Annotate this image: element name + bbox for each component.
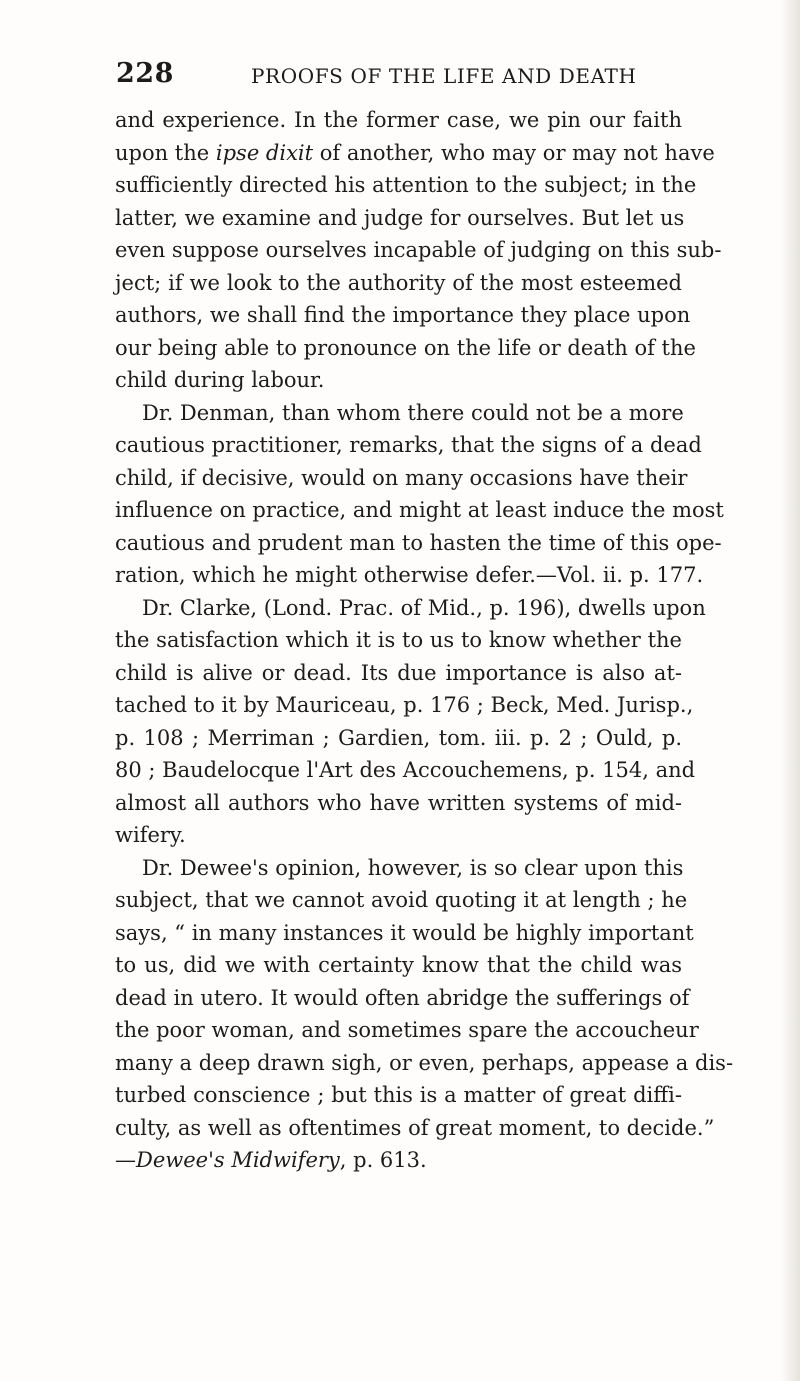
text-line: the poor woman, and sometimes spare the accoucheur xyxy=(115,1018,699,1042)
text-line: latter, we examine and judge for ourselves. But let us xyxy=(115,205,685,230)
text-line: subject, that we cannot avoid quoting it at length ; he xyxy=(115,888,688,912)
text-line: dead in utero. It would often abridge the sufferings of xyxy=(115,985,690,1010)
text-line: authors, we shall find the importance they place upon xyxy=(115,303,691,327)
text-span: of another, who may or may not have xyxy=(313,140,715,165)
text-line: Dr. Dewee's opinion, however, is so clear upon this xyxy=(142,855,684,880)
text-line: to us, did we with certainty know that the child was xyxy=(115,953,682,977)
text-line: 80 ; Baudelocque l'Art des Accouchemens, p. 154, and xyxy=(115,758,696,782)
text-line: cautious and prudent man to hasten the time of this ope- xyxy=(115,530,722,555)
paragraph-2 xyxy=(115,397,724,592)
text-line xyxy=(115,137,715,170)
text-line: tached to it by Mauriceau, p. 176 ; Beck, Med. Jurisp., xyxy=(115,693,694,717)
text-line: ject; if we look to the authority of the most esteemed xyxy=(115,270,682,295)
page-header xyxy=(116,58,676,94)
text-line: Dr. Denman, than whom there could not be a more xyxy=(142,400,684,425)
text-line: almost all authors who have written systems of mid- xyxy=(115,790,682,815)
text-line: Dr. Clarke, (Lond. Prac. of Mid., p. 196), dwells upon xyxy=(142,595,706,620)
text-line: child, if decisive, would on many occasions have their xyxy=(115,465,688,490)
text-span: upon the xyxy=(115,140,216,165)
text-line: sufficiently directed his attention to the subject; in the xyxy=(115,173,697,197)
running-title: PROOFS OF THE LIFE AND DEATH xyxy=(251,64,637,88)
paragraph-3 xyxy=(115,592,706,852)
text-line: the satisfaction which it is to us to know whether the xyxy=(115,628,682,652)
page-number: 228 xyxy=(116,58,174,89)
text-line: many a deep drawn sigh, or even, perhaps, appease a dis- xyxy=(115,1050,734,1075)
body-text xyxy=(115,104,734,1177)
text-line: wifery. xyxy=(115,823,186,847)
text-line: child during labour. xyxy=(115,368,325,392)
text-line: child is alive or dead. Its due importance is also at- xyxy=(115,660,682,685)
text-line: influence on practice, and might at least induce the most xyxy=(115,498,724,522)
text-line: says, “ in many instances it would be highly important xyxy=(115,920,694,945)
latin-phrase: ipse dixit xyxy=(215,140,314,165)
page-edge-shadow xyxy=(780,0,800,1381)
text-line: even suppose ourselves incapable of judging on this sub- xyxy=(115,238,722,262)
cited-work: Dewee's Midwifery xyxy=(136,1148,340,1172)
text-line: and experience. In the former case, we pin our faith xyxy=(115,108,682,132)
text-line: cautious practitioner, remarks, that the signs of a dead xyxy=(115,433,702,457)
text-line: turbed conscience ; but this is a matter of great diffi- xyxy=(115,1083,682,1107)
text-line: our being able to pronounce on the life or death of the xyxy=(115,335,696,360)
text-line: culty, as well as oftentimes of great moment, to decide.” xyxy=(115,1115,715,1140)
em-dash: — xyxy=(115,1148,136,1172)
citation-line xyxy=(115,1144,682,1177)
paragraph-1 xyxy=(115,104,722,397)
citation-page: , p. 613. xyxy=(339,1148,427,1172)
paragraph-4 xyxy=(115,852,734,1177)
text-line: ration, which he might otherwise defer.—Vol. ii. p. 177. xyxy=(115,563,704,587)
text-line: p. 108 ; Merriman ; Gardien, tom. iii. p. 2 ; Ould, p. xyxy=(115,725,682,750)
